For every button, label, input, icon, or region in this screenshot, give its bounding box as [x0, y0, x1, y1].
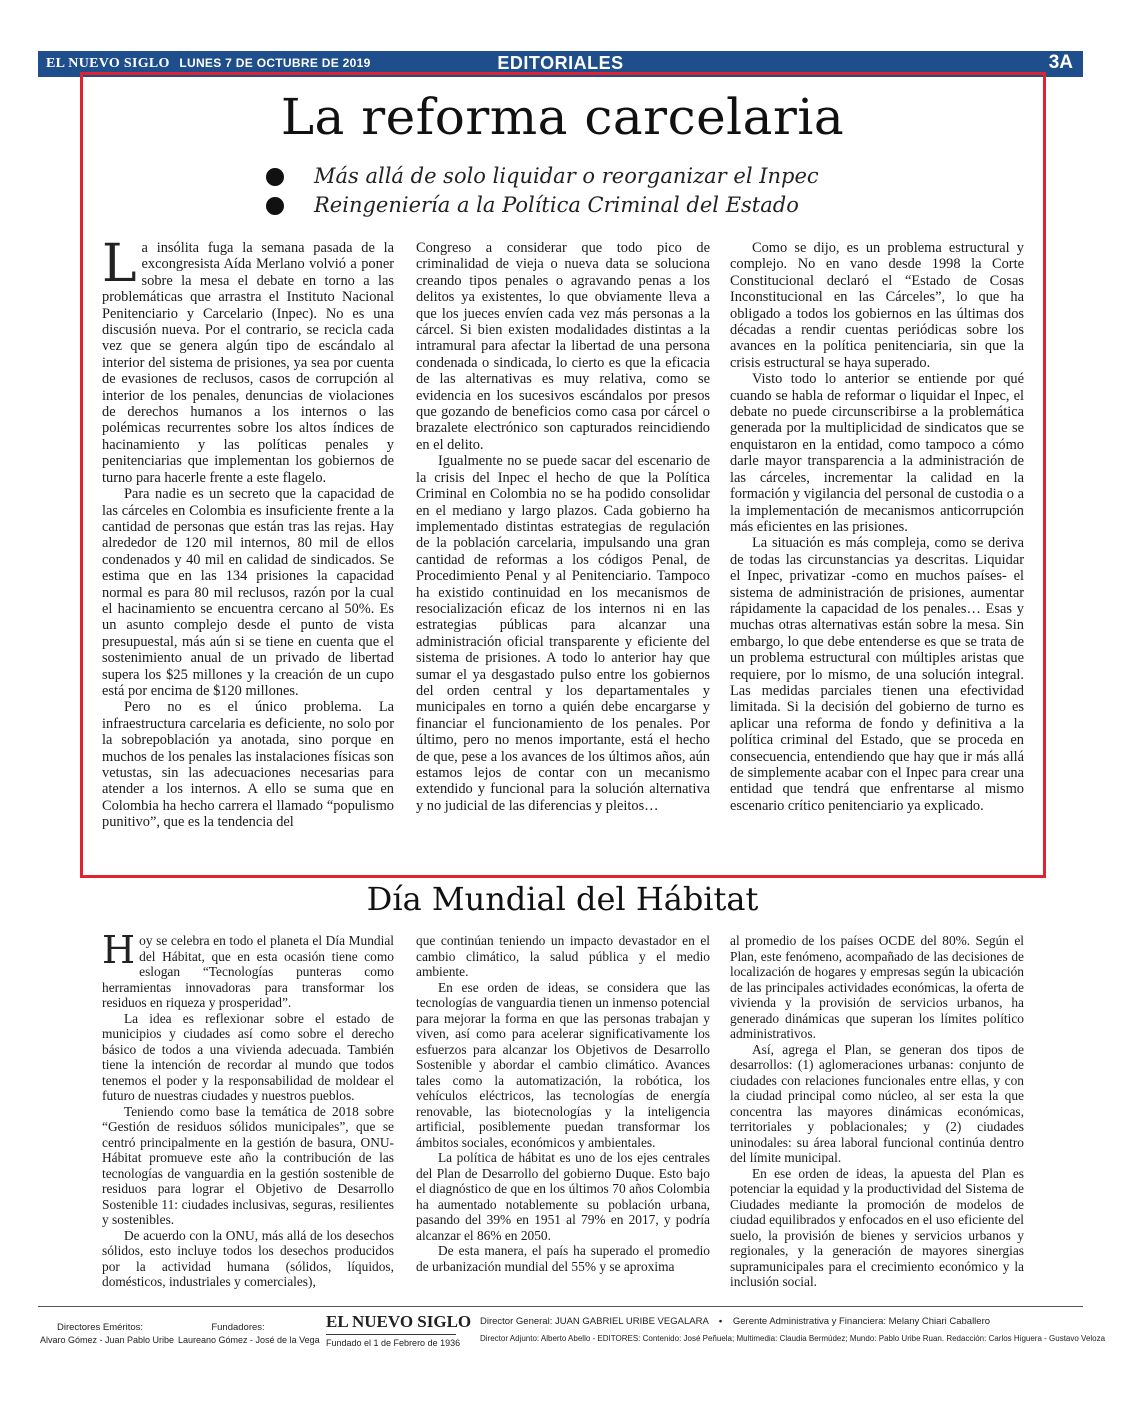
bullet-icon	[266, 197, 284, 215]
paragraph: Congreso a considerar que todo pico de criminalidad de vieja o nueva data se soluciona creando tipos penales o agravando penas a los delitos ya existentes, lo que obviamente lleva a que los jueces envíen cada vez más personas a la cárcel. Si bien existen modalidades distintas a la intramural para afectar la libertad de una persona condenada o sindicada, lo cierto es que la eficacia de las alternativas es muy relativa, como se evidencia en los sucesivos escándalos por presos que gozando de beneficios como casa por cárcel o brazalete electrónico son capturados reincidiendo en el delito.	[416, 240, 710, 453]
footer-fundadores	[178, 1322, 320, 1345]
paragraph: La política de hábitat es uno de los ejes centrales del Plan de Desarrollo del gobierno Duque. Esto bajo el diagnóstico de que en los últimos 70 años Colombia ha aumentado notablemente su población urbana, pasando del 39% en 1951 al 79% en 2017, y podría alcanzar el 86% en 2050.	[416, 1150, 710, 1243]
founded-date: Fundado el 1 de Febrero de 1936	[326, 1338, 461, 1348]
paragraph: que continúan teniendo un impacto devastador en el cambio climático, la salud pública y el medio ambiente.	[416, 933, 710, 979]
article-column-3	[730, 240, 1024, 814]
article-subheads	[262, 162, 819, 220]
page-number: 3A	[1048, 52, 1073, 73]
paragraph: En ese orden de ideas, la apuesta del Plan es potenciar la equidad y la productividad del Sistema de Ciudades mediante la promoción de modelos de ciudad equilibrados y enfocados en el uso eficiente del suelo, la provisión de bienes y servicios urbanos y regionales, y la generación de mayores sinergias supramunicipales para el crecimiento económico y la inclusión social.	[730, 1165, 1024, 1289]
footer-director: Director General: JUAN GABRIEL URIBE VEGALARA	[480, 1316, 709, 1327]
paragraph	[102, 234, 394, 486]
paragraph: En ese orden de ideas, se considera que las tecnologías de vanguardia tienen un inmenso potencial para mejorar la forma en que las personas trabajan y viven, así como para acelerar significativamente los esfuerzos para alcanzar los Objetivos de Desarrollo Sostenible y abordar el cambio climático. Avances tales como la automatización, la robótica, los vehículos eléctricos, las tecnologías de energía renovable, las biotecnologías y la inteligencia artificial, posiblemente puedan transformar los ámbitos sociales, económicos y ambientales.	[416, 979, 710, 1150]
article-column-3	[730, 933, 1024, 1290]
paragraph: Teniendo como base la temática de 2018 sobre “Gestión de residuos sólidos municipales”, que se centró principalmente en la gestión de basura, ONU-Hábitat promueve este año la contribución de las tecnologías de vanguardia en la gestión sostenible de residuos para lograr el Objetivo de Desarrollo Sostenible 11: ciudades inclusivas, seguras, resilientes y sostenibles.	[102, 1103, 394, 1227]
article-column-1	[102, 928, 394, 1290]
subhead-text: Más allá de solo liquidar o reorganizar el Inpec	[314, 164, 819, 188]
footer-label: Directores Eméritos:	[56, 1322, 144, 1333]
paragraph: Como se dijo, es un problema estructural y complejo. No en vano desde 1998 la Corte Constitucional declaró el “Estado de Cosas Inconstitucional en las Cárceles”, lo que ha obligado a todos los gobiernos en las últimas dos décadas a rendir cuentas periódicas sobre los avances en la política penitenciaria, sin que la crisis estructural se haya superado.	[730, 240, 1024, 371]
footer-value: Alvaro Gómez - Juan Pablo Uribe	[40, 1335, 175, 1345]
paragraph: Visto todo lo anterior se entiende por qué cuando se habla de reformar o liquidar el Inpec, el debate no puede circunscribirse a la problemática generada por la multiplicidad de sindicatos que se enquistaron en la entidad, como tampoco a cómo darle mayor transparencia a la administración de las cárceles, incrementar la calidad en la formación y vigilancia del personal de custodia o a la implementación de mecanismos anticorrupción más eficientes en las prisiones.	[730, 371, 1024, 535]
paragraph: La situación es más compleja, como se deriva de todas las circunstancias ya descritas. Liquidar el Inpec, privatizar -como en muchos países- el sistema de administración de prisiones, aumentar rápidamente la capacidad de los penales… Esas y muchas otras alternativas están sobre la mesa. Sin embargo, lo que debe entenderse es que se trata de un problema estructural con múltiples aristas que requiere, por lo mismo, de una solución integral. Las medidas parciales tienen una efectividad limitada. Si la decisión del gobierno de turno es aplicar una reforma de fondo y definitiva a la política criminal del Estado, que se proceda en consecuencia, entendiendo que hay que ir más allá de simplemente acabar con el Inpec para crear una entidad que tendrá que enfrentarse al mismo escenario crítico penitenciario ya explicado.	[730, 535, 1024, 814]
edition-date: LUNES 7 DE OCTUBRE DE 2019	[179, 56, 371, 70]
footer-staff-line-2: Director Adjunto: Alberto Abello - EDITORES: Contenido: José Peñuela; Multimedia: Claudia Bermúdez; Mundo: Pablo Uribe Ruan. Redacción: Carlos Higuera - Gustavo Veloza	[480, 1334, 1106, 1343]
paragraph: Pero no es el único problema. La infraestructura carcelaria es deficiente, no solo por la sobrepoblación ya anotada, sino porque en muchos de los penales las instalaciones físicas son vetustas, sin las adecuaciones necesarias para atender a los internos. A ello se suma que en Colombia ha hecho carrera el llamado “populismo punitivo”, que es la tendencia del	[102, 699, 394, 831]
footer-directores	[40, 1322, 175, 1345]
subhead	[262, 162, 819, 191]
paragraph: al promedio de los países OCDE del 80%. Según el Plan, este fenómeno, acompañado de las decisiones de localización de hogares y empresas según la ubicación de las principales actividades económicas, la oferta de vivienda y la provisión de servicios urbanos, ha generado dinámicas que superan los límites político administrativos.	[730, 933, 1024, 1041]
paragraph: Igualmente no se puede sacar del escenario de la crisis del Inpec el hecho de que la Política Criminal en Colombia no se ha podido consolidar en el mediano y largo plazos. Cada gobierno ha implementado distintas estrategias de regulación de la población carcelaria, impulsando una gran cantidad de reformas a los códigos Penal, de Procedimiento Penal y al Penitenciario. Tampoco ha existido continuidad en los mecanismos de resocialización eficaz de los internos ni en las estrategias públicas para alcanzar una administración oficial transparente y eficiente del sistema de prisiones. A todo lo anterior hay que sumar el ya desgastado pulso entre los gobiernos del orden central y los departamentales y municipales en torno a quién debe encargarse y financiar el funcionamiento de los penales. Por último, pero no menos importante, está el hecho de que, pese a los avances de los últimos años, aún estamos lejos de contar con un mecanismo extendido y funcional para la solución alternativa y no judicial de las diferencias y pleitos…	[416, 453, 710, 814]
article-column-2	[416, 933, 710, 1274]
paragraph-text: oy se celebra en todo el planeta el Día Mundial del Hábitat, que en esta ocasión tiene como eslogan “Tecnologías punteras como herramientas innovadoras para transformar los residuos en riqueza y prosperidad”.	[102, 933, 394, 1010]
subhead-text: Reingeniería a la Política Criminal del Estado	[314, 193, 799, 217]
drop-cap: H	[102, 928, 136, 972]
paragraph: La idea es reflexionar sobre el estado de municipios y ciudades así como sobre el derecho básico de todos a una vivienda adecuada. También tiene la intención de recordar al mundo que todos tenemos el poder y la responsabilidad de moldear el futuro de nuestras ciudades y nuestros pueblos.	[102, 1010, 394, 1103]
paragraph: Para nadie es un secreto que la capacidad de las cárceles en Colombia es insuficiente frente a la cantidad de personas que están tras las rejas. Hay alrededor de 120 mil internos, 80 mil de ellos condenados y 40 mil en calidad de sindicados. Se estima que en las 134 prisiones la capacidad normal es para 80 mil reclusos, razón por la cual el hacinamiento se encuentra cercano al 50%. Es un asunto complejo desde el punto de vista presupuestal, más aún si se tiene en cuenta que el sostenimiento anual de un privado de libertad supera los $25 millones y la creación de un cupo está por encima de $120 millones.	[102, 486, 394, 699]
footer-value: Laureano Gómez - José de la Vega	[178, 1335, 320, 1345]
newspaper-name: EL NUEVO SIGLO	[46, 56, 170, 71]
paragraph	[102, 928, 394, 1011]
paragraph: De esta manera, el país ha superado el promedio de urbanización mundial del 55% y se aproxima	[416, 1243, 710, 1274]
article-column-2	[416, 240, 710, 814]
paragraph: Así, agrega el Plan, se generan dos tipos de desarrollos: (1) aglomeraciones urbanas: conjunto de ciudades con relaciones funcionales entre ellas, y con la ciudad principal como núcleo, al ser esta la que concentra las mayores dinámicas económicas, territoriales y poblacionales; y (2) ciudades uninodales: su área laboral funcional continúa dentro del límite municipal.	[730, 1041, 1024, 1165]
footer-divider	[38, 1306, 1083, 1307]
article-column-1	[102, 234, 394, 831]
footer-staff-line-1	[480, 1316, 990, 1327]
newspaper-logo: EL NUEVO SIGLO	[326, 1312, 456, 1335]
article-title: Día Mundial del Hábitat	[366, 880, 759, 918]
paragraph: De acuerdo con la ONU, más allá de los desechos sólidos, esto incluye todos los desechos producidos por la actividad humana (sólidos, líquidos, domésticos, industriales y comerciales),	[102, 1227, 394, 1289]
drop-cap: L	[102, 234, 137, 294]
subhead	[262, 191, 819, 220]
footer-manager: Gerente Administrativa y Financiera: Melany Chiari Caballero	[732, 1316, 991, 1327]
paragraph-text: a insólita fuga la semana pasada de la excongresista Aída Merlano volvió a poner sobre la mesa el debate en torno a las problemáticas que arrastra el Instituto Nacional Penitenciario y Carcelario (Inpec). No es una discusión nueva. Por el contrario, se recicla cada vez que se genera algún tipo de escándalo al interior del sistema de prisiones, ya sea por cuenta de evasiones de reclusos, casos de corrupción al interior de los penales, denuncias de violaciones de derechos humanos a los internos o las polémicas recurrentes sobre los altos índices de hacinamiento y las políticas penales y penitenciarias que implementan los gobiernos de turno para hacerle frente a este flagelo.	[102, 240, 394, 486]
bullet-icon	[266, 168, 284, 186]
footer-logo	[326, 1312, 472, 1348]
article-title: La reforma carcelaria	[280, 88, 845, 146]
section-title: EDITORIALES	[497, 53, 624, 73]
bullet-icon: •	[718, 1316, 723, 1327]
footer-label: Fundadores:	[211, 1322, 265, 1333]
